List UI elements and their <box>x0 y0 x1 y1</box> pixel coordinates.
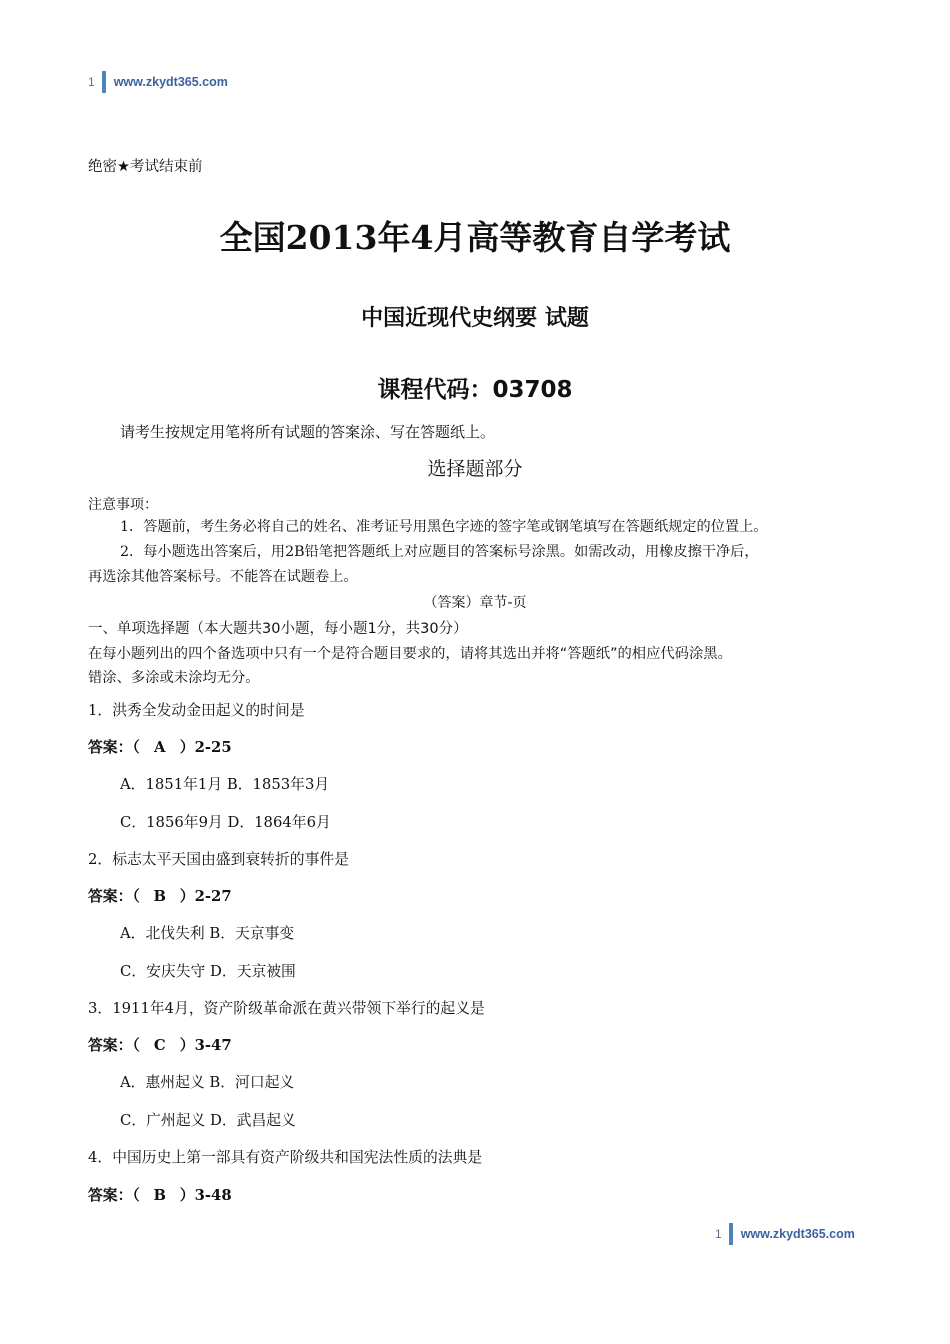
question-1-text: 1．洪秀全发动金田起义的时间是 <box>88 702 305 719</box>
question-4-text: 4．中国历史上第一部具有资产阶级共和国宪法性质的法典是 <box>88 1149 483 1166</box>
footer-url: www.zkydt365.com <box>740 1227 855 1241</box>
answer-prefix: 答案：（ <box>88 888 140 905</box>
answer-prefix: 答案：（ <box>88 739 140 756</box>
secret-label: 绝密★考试结束前 <box>88 159 203 175</box>
part-title: 一、单项选择题（本大题共30小题，每小题1分，共30分） <box>88 621 468 637</box>
notes-title: 注意事项： <box>88 497 158 513</box>
answer-letter: C <box>153 1037 166 1054</box>
question-2-answer <box>88 885 232 906</box>
answer-suffix: ）3-48 <box>179 1187 232 1204</box>
section-title: 选择题部分 <box>427 458 523 480</box>
answer-prefix: 答案：（ <box>88 1037 140 1054</box>
answer-letter: B <box>153 888 167 905</box>
question-2-text: 2．标志太平天国由盛到衰转折的事件是 <box>88 851 349 868</box>
course-code: 课程代码：03708 <box>377 377 573 403</box>
answer-letter: B <box>153 1187 167 1204</box>
footer-page-number: 1 <box>715 1227 722 1241</box>
note-1: 1．答题前，考生务必将自己的姓名、准考证号用黑色字迹的签字笔或钢笔填写在答题纸规定的位置上。 <box>120 519 768 535</box>
page-header <box>88 71 228 93</box>
question-2-options-cd: C．安庆失守 D．天京被围 <box>120 963 296 980</box>
part-description-2: 错涂、多涂或未涂均无分。 <box>88 670 260 686</box>
note-2-continued: 再选涂其他答案标号。不能答在试题卷上。 <box>88 569 358 585</box>
header-url: www.zkydt365.com <box>113 75 228 89</box>
instruction-text: 请考生按规定用笔将所有试题的答案涂、写在答题纸上。 <box>120 423 496 441</box>
question-3-options-cd: C．广州起义 D．武昌起义 <box>120 1112 296 1129</box>
question-1-options-ab: A．1851年1月 B．1853年3月 <box>120 776 330 793</box>
answer-letter: A <box>154 739 166 756</box>
answer-suffix: ）2-25 <box>179 739 232 756</box>
page-footer <box>715 1223 855 1245</box>
question-4-answer <box>88 1184 232 1205</box>
question-1-options-cd: C．1856年9月 D．1864年6月 <box>120 814 331 831</box>
main-title: 全国2013年4月高等教育自学考试 <box>219 218 731 257</box>
question-2-options-ab: A．北伐失利 B．天京事变 <box>120 925 295 942</box>
footer-divider <box>729 1223 733 1245</box>
sub-title: 中国近现代史纲要 试题 <box>361 306 589 331</box>
note-2: 2．每小题选出答案后，用2B铅笔把答题纸上对应题目的答案标号涂黑。如需改动，用橡皮擦干净后， <box>120 544 759 560</box>
header-divider <box>102 71 106 93</box>
answer-legend: （答案）章节-页 <box>423 595 527 611</box>
answer-prefix: 答案：（ <box>88 1187 140 1204</box>
answer-suffix: ）3-47 <box>179 1037 232 1054</box>
part-description-1: 在每小题列出的四个备选项中只有一个是符合题目要求的，请将其选出并将“答题纸”的相应代码涂黑。 <box>88 646 732 662</box>
answer-suffix: ）2-27 <box>179 888 232 905</box>
question-3-text: 3．1911年4月，资产阶级革命派在黄兴带领下举行的起义是 <box>88 1000 485 1017</box>
question-1-answer <box>88 736 232 757</box>
question-3-options-ab: A．惠州起义 B．河口起义 <box>120 1074 295 1091</box>
question-3-answer <box>88 1034 232 1055</box>
header-page-number: 1 <box>88 75 95 89</box>
